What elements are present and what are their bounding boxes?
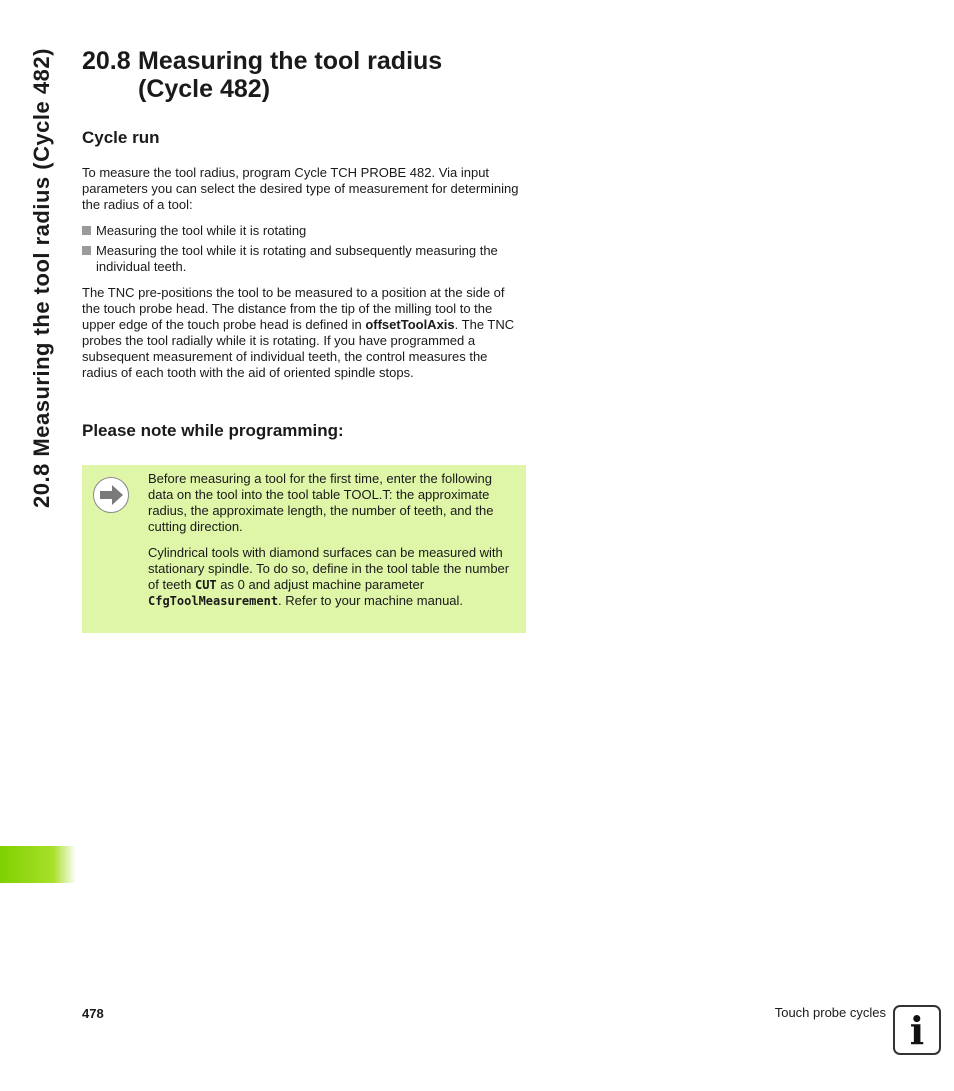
note-box — [82, 465, 526, 633]
list-item-text: Measuring the tool while it is rotating and subsequently measuring the individual teeth. — [96, 243, 498, 274]
bullet-square-icon — [82, 246, 91, 255]
side-running-title: 20.8 Measuring the tool radius (Cycle 482) — [29, 48, 54, 508]
note2-text-c: . Refer to your machine manual. — [278, 593, 464, 608]
title-line-2: (Cycle 482) — [138, 75, 271, 103]
note2-text-a: Cylindrical tools with diamond surfaces can be measured with stationary spindle. To do so, define in the tool table the number of teeth — [148, 545, 510, 592]
intro-paragraph: To measure the tool radius, program Cycle TCH PROBE 482. Via input parameters you can select the desired type of measurement for determining the radius of a tool: — [82, 165, 519, 212]
note2-text-b: as 0 and adjust machine parameter — [216, 577, 425, 592]
note-paragraph-2 — [148, 545, 516, 609]
info-icon: i — [893, 1005, 941, 1055]
arrow-right-icon — [93, 477, 129, 513]
description-text-b: . The TNC probes the tool radially while it is rotating. If you have programmed a subsequent measurement of individual teeth, the control measures the radius of each tooth with the aid of oriented spindle stops. — [82, 317, 515, 380]
bullet-square-icon — [82, 226, 91, 235]
page-number: 478 — [82, 1006, 104, 1021]
page-title — [82, 47, 442, 103]
chapter-name: Touch probe cycles — [774, 1005, 886, 1020]
description-text-a: The TNC pre-positions the tool to be measured to a position at the side of the touch probe head. The distance from the tip of the milling tool to the upper edge of the touch probe head is defined in — [82, 285, 505, 332]
notes-heading: Please note while programming: — [82, 421, 344, 440]
title-line-1: Measuring the tool radius — [138, 47, 443, 75]
cycle-run-heading: Cycle run — [82, 128, 160, 147]
list-item-text: Measuring the tool while it is rotating — [96, 223, 307, 238]
code-cut: CUT — [194, 578, 217, 592]
code-cfg-tool-measurement: CfgToolMeasurement — [148, 594, 279, 608]
note-paragraph-1: Before measuring a tool for the first time, enter the following data on the tool into the tool table TOOL.T: the approximate radius, the approximate length, the number of teeth, and the cutting direction. — [148, 471, 494, 534]
list-item — [82, 243, 526, 275]
section-number: 20.8 — [82, 47, 131, 75]
chapter-tab-marker — [0, 846, 76, 883]
list-item — [82, 223, 526, 239]
description-paragraph — [82, 285, 526, 381]
param-offset-tool-axis: offsetToolAxis — [365, 317, 455, 332]
